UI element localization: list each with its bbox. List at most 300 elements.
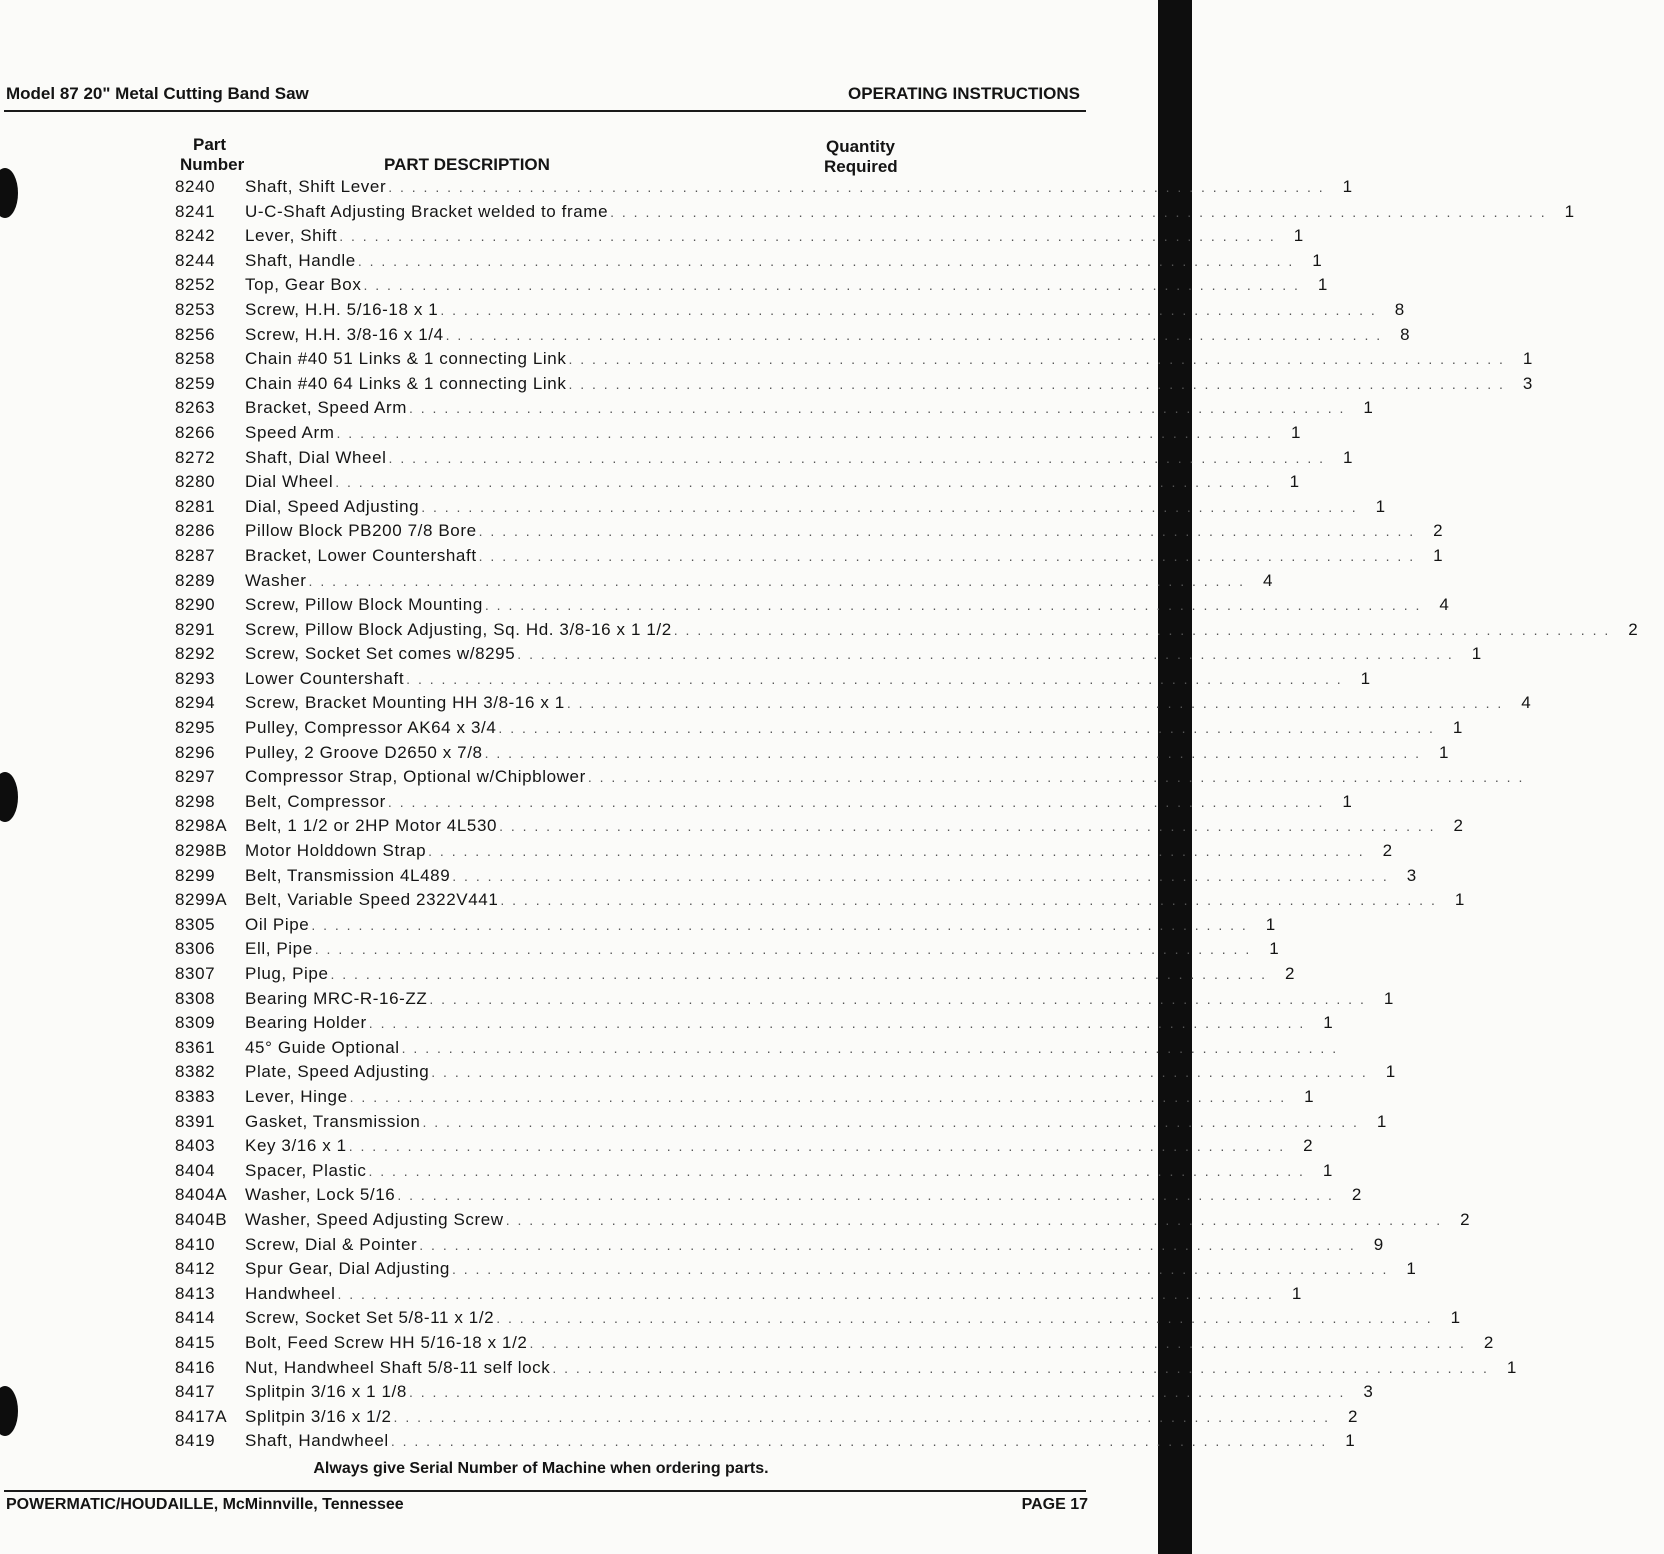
part-description: Handwheel [245, 1283, 336, 1303]
table-row [175, 939, 1280, 964]
part-description-cell [245, 1235, 1356, 1255]
table-row [175, 1357, 1517, 1383]
dot-leader: . . . . . . . . . . . . . . . . . . . . . . . . . . . . . . . . . . . . . . . . . . . . . . . . . . . . . . . . . . . . . . . . . . . . . . . . . . . . . . . . [499, 818, 1436, 835]
part-number: 8414 [175, 1308, 216, 1328]
part-number: 8244 [175, 250, 216, 270]
part-description: Bearing Holder [245, 1013, 367, 1033]
table-row [175, 718, 1463, 743]
part-quantity: 9 [1373, 1234, 1384, 1254]
table-row [175, 1136, 1314, 1161]
part-description: Belt, Compressor [245, 791, 386, 811]
part-description: Shaft, Handwheel [245, 1431, 389, 1451]
part-number: 8297 [175, 767, 216, 787]
part-quantity: 1 [1360, 668, 1371, 688]
punch-hole-icon [0, 772, 18, 822]
dot-leader: . . . . . . . . . . . . . . . . . . . . . . . . . . . . . . . . . . . . . . . . . . . . . . . . . . . . . . . . . . . . . . . . . . . . . . . . . . . . . . . . [368, 1162, 1305, 1179]
dot-leader: . . . . . . . . . . . . . . . . . . . . . . . . . . . . . . . . . . . . . . . . . . . . . . . . . . . . . . . . . . . . . . . . . . . . . . . . . . . . . . . . [388, 449, 1326, 466]
part-quantity: 1 [1317, 275, 1328, 295]
part-description: Shaft, Shift Lever [245, 177, 387, 196]
part-description: Washer [245, 570, 307, 590]
part-description-cell [245, 964, 1267, 984]
part-description-cell [245, 989, 1366, 1009]
table-row [175, 791, 1353, 817]
table-row [175, 1382, 1374, 1407]
part-number: 8287 [175, 545, 216, 565]
part-description-cell [245, 890, 1437, 910]
part-description-cell [245, 620, 1610, 640]
part-number: 8413 [175, 1283, 216, 1303]
part-description-cell [245, 1210, 1442, 1230]
part-number: 8404A [175, 1185, 228, 1205]
part-number: 8295 [175, 718, 216, 738]
part-quantity: 8 [1400, 324, 1411, 344]
part-description: Plug, Pipe [245, 964, 329, 983]
part-description-cell [245, 448, 1325, 468]
part-description-cell [245, 1358, 1489, 1378]
part-description: Dial Wheel [245, 472, 334, 492]
part-description-cell [245, 841, 1365, 861]
footer-company: POWERMATIC/HOUDAILLE, McMinnville, Tennessee [6, 1496, 404, 1513]
part-number: 8391 [175, 1111, 216, 1131]
dot-leader: . . . . . . . . . . . . . . . . . . . . . . . . . . . . . . . . . . . . . . . . . . . . . . . . . . . . . . . . . . . . . . . . . . . . . . . . . . . . . . . . [451, 1261, 1389, 1278]
part-number: 8403 [175, 1136, 216, 1156]
part-description-cell [245, 718, 1435, 738]
col-qty-line1: Quantity [826, 137, 895, 156]
part-number: 8382 [175, 1062, 216, 1082]
part-description: Bracket, Lower Countershaft [245, 545, 477, 565]
part-quantity: 1 [1363, 398, 1374, 418]
parts-list [175, 177, 1639, 1456]
part-description: Lever, Hinge [245, 1086, 348, 1106]
table-row [175, 1406, 1359, 1432]
part-quantity: 1 [1293, 226, 1304, 246]
part-description-cell [245, 1038, 1338, 1058]
part-description-cell [245, 374, 1505, 394]
part-description-cell [245, 521, 1415, 541]
part-number: 8259 [175, 373, 216, 393]
part-description: Screw, Dial & Pointer [245, 1234, 418, 1254]
dot-leader: . . . . . . . . . . . . . . . . . . . . . . . . . . . . . . . . . . . . . . . . . . . . . . . . . . . . . . . . . . . . . . . . . . . . . . . . . . . . . . . . [349, 1088, 1287, 1105]
part-number: 8291 [175, 619, 216, 639]
part-number: 8252 [175, 275, 216, 295]
table-row [175, 1234, 1384, 1260]
part-quantity: 1 [1322, 1160, 1333, 1180]
part-description-cell [245, 595, 1421, 615]
part-description: Ell, Pipe [245, 939, 313, 959]
part-quantity: 1 [1304, 1086, 1315, 1106]
part-description: Screw, Pillow Block Adjusting, Sq. Hd. 3/8-16 x 1 1/2 [245, 619, 672, 639]
table-row [175, 988, 1394, 1014]
part-number: 8286 [175, 521, 216, 541]
dot-leader: . . . . . . . . . . . . . . . . . . . . . . . . . . . . . . . . . . . . . . . . . . . . . . . . . . . . . . . . . . . . . . . . . . . . . . . . . . . . . . . . [566, 695, 1504, 712]
part-description-cell [245, 349, 1505, 369]
table-row [175, 226, 1304, 251]
part-description: Oil Pipe [245, 914, 310, 934]
part-number: 8383 [175, 1086, 216, 1106]
col-qty-line2: Required [824, 157, 898, 176]
part-description: 45° Guide Optional [245, 1037, 400, 1057]
col-part-line1: Part [193, 135, 227, 154]
part-quantity: 1 [1439, 742, 1450, 762]
part-number: 8299 [175, 865, 216, 885]
col-part-line2: Number [180, 155, 245, 174]
table-row [175, 668, 1371, 694]
dot-leader: . . . . . . . . . . . . . . . . . . . . . . . . . . . . . . . . . . . . . . . . . . . . . . . . . . . . . . . . . . . . . . . . . . . . . . . . . . . . . . . . [336, 424, 1273, 441]
part-description-cell [245, 275, 1300, 295]
part-number: 8298B [175, 841, 228, 861]
part-description: Washer, Lock 5/16 [245, 1185, 396, 1205]
table-row [175, 964, 1295, 989]
ordering-note: Always give Serial Number of Machine when ordering parts. [313, 1460, 769, 1477]
dot-leader: . . . . . . . . . . . . . . . . . . . . . . . . . . . . . . . . . . . . . . . . . . . . . . . . . . . . . . . . . . . . . . . . . . . . . . . . . . . . . . . . [431, 1064, 1368, 1081]
dot-leader: . . . . . . . . . . . . . . . . . . . . . . . . . . . . . . . . . . . . . . . . . . . . . . . . . . . . . . . . . . . . . . . . . . . . . . . . . . . . . . . . [337, 1285, 1274, 1302]
table-row [175, 1209, 1471, 1235]
table-row [175, 1160, 1333, 1186]
part-quantity: 1 [1289, 472, 1300, 492]
part-quantity: 1 [1385, 1062, 1396, 1082]
part-description: Shaft, Handle [245, 250, 356, 270]
table-row [175, 1062, 1396, 1087]
dot-leader: . . . . . . . . . . . . . . . . . . . . . . . . . . . . . . . . . . . . . . . . . . . . . . . . . . . . . . . . . . . . . . . . . . . . . . . . . . . . . . . . [390, 1433, 1328, 1450]
part-number: 8253 [175, 299, 216, 319]
part-quantity: 1 [1376, 1111, 1387, 1131]
part-number: 8290 [175, 595, 216, 615]
part-quantity: 1 [1342, 791, 1353, 811]
part-description-cell [245, 816, 1436, 836]
part-quantity: 1 [1342, 447, 1354, 467]
part-description-cell [245, 1161, 1305, 1181]
part-description-cell [245, 251, 1294, 271]
part-description-cell [245, 1382, 1345, 1402]
table-row [175, 201, 1575, 227]
table-row [175, 1283, 1302, 1309]
part-number: 8258 [175, 349, 216, 369]
dot-leader: . . . . . . . . . . . . . . . . . . . . . . . . . . . . . . . . . . . . . . . . . . . . . . . . . . . . . . . . . . . . . . . . . . . . . . . . . . . . . . . . [368, 1015, 1306, 1032]
dot-leader: . . . . . . . . . . . . . . . . . . . . . . . . . . . . . . . . . . . . . . . . . . . . . . . . . . . . . . . . . . . . . . . . . . . . . . . . . . . . . . . . [673, 621, 1611, 638]
part-quantity: 2 [1453, 816, 1464, 836]
part-number: 8272 [175, 447, 216, 467]
part-description: Top, Gear Box [245, 275, 362, 295]
part-number: 8294 [175, 693, 216, 713]
part-number: 8309 [175, 1013, 216, 1033]
part-quantity: 1 [1452, 718, 1463, 738]
part-number: 8256 [175, 324, 216, 344]
part-description-cell [245, 325, 1382, 345]
part-description-cell [245, 1087, 1286, 1107]
table-row [175, 1259, 1417, 1284]
part-description-cell [245, 939, 1251, 959]
table-row [175, 1037, 1339, 1063]
table-row [175, 570, 1274, 596]
dot-leader: . . . . . . . . . . . . . . . . . . . . . . . . . . . . . . . . . . . . . . . . . . . . . . . . . . . . . . . . . . . . . . . . . . . . . . . . . . . . . . . . [397, 1187, 1334, 1204]
part-number: 8240 [175, 177, 216, 196]
part-quantity: 1 [1323, 1013, 1334, 1033]
part-description-cell [245, 1407, 1330, 1427]
dot-leader: . . . . . . . . . . . . . . . . . . . . . . . . . . . . . . . . . . . . . . . . . . . . . . . . . . . . . . . . . . . . . . . . . . . . . . . . . . . . . . . . [500, 892, 1437, 909]
part-description: Splitpin 3/16 x 1/2 [245, 1406, 392, 1426]
dot-leader: . . . . . . . . . . . . . . . . . . . . . . . . . . . . . . . . . . . . . . . . . . . . . . . . . . . . . . . . . . . . . . . . . . . . . . . . . . . . . . . . [445, 326, 1383, 343]
table-row [175, 398, 1374, 423]
dot-leader: . . . . . . . . . . . . . . . . . . . . . . . . . . . . . . . . . . . . . . . . . . . . . . . . . . . . . . . . . . . . . . . . . . . . . . . . . . . . . . . . [330, 966, 1267, 982]
table-row [175, 447, 1354, 473]
footer-page-number: PAGE 17 [1021, 1496, 1088, 1513]
header-model-title: Model 87 20" Metal Cutting Band Saw [6, 84, 309, 103]
part-quantity: 4 [1521, 693, 1532, 713]
table-row [175, 177, 1353, 202]
part-quantity: 2 [1351, 1185, 1362, 1205]
dot-leader: . . . . . . . . . . . . . . . . . . . . . . . . . . . . . . . . . . . . . . . . . . . . . . . . . . . . . . . . . . . . . . . . . . . . . . . . . . . . . . . . [348, 1138, 1286, 1155]
part-quantity: 2 [1284, 964, 1295, 983]
part-description: Bracket, Speed Arm [245, 398, 407, 418]
part-quantity: 3 [1406, 865, 1417, 885]
table-row [175, 472, 1300, 497]
dot-leader: . . . . . . . . . . . . . . . . . . . . . . . . . . . . . . . . . . . . . . . . . . . . . . . . . . . . . . . . . . . . . . . . . . . . . . . . . . . . . . . . [478, 523, 1416, 540]
dot-leader: . . . . . . . . . . . . . . . . . . . . . . . . . . . . . . . . . . . . . . . . . . . . . . . . . . . . . . . . . . . . . . . . . . . . . . . . . . . . . . . . [452, 867, 1389, 884]
dot-leader: . . . . . . . . . . . . . . . . . . . . . . . . . . . . . . . . . . . . . . . . . . . . . . . . . . . . . . . . . . . . . . . . . . . . . . . . . . . . . . . . [478, 547, 1416, 564]
part-description-cell [245, 1284, 1274, 1304]
punch-hole-icon [0, 168, 18, 218]
part-description: Lower Countershaft [245, 668, 405, 688]
dot-leader: . . . . . . . . . . . . . . . . . . . . . . . . . . . . . . . . . . . . . . . . . . . . . . . . . . . . . . . . . . . . . . . . . . . . . . . . . . . . . . . . [517, 646, 1454, 663]
part-quantity: 2 [1483, 1332, 1494, 1352]
dot-leader: . . . . . . . . . . . . . . . . . . . . . . . . . . . . . . . . . . . . . . . . . . . . . . . . . . . . . . . . . . . . . . . . . . . . . . . . . . . . . . . . [428, 843, 1365, 860]
header-section-title: OPERATING INSTRUCTIONS [847, 84, 1080, 103]
punch-hole-icon [0, 1386, 18, 1436]
part-description: Bearing MRC-R-16-ZZ [245, 988, 428, 1008]
dot-leader: . . . . . . . . . . . . . . . . . . . . . . . . . . . . . . . . . . . . . . . . . . . . . . . . . . . . . . . . . . . . . . . . . . . . . . . . . . . . . . . . [505, 1211, 1443, 1228]
part-description: Belt, Variable Speed 2322V441 [245, 890, 499, 910]
dot-leader: . . . . . . . . . . . . . . . . . . . . . . . . . . . . . . . . . . . . . . . . . . . . . . . . . . . . . . . . . . . . . . . . . . . . . . . . . . . . . . . . [406, 670, 1343, 687]
part-number: 8292 [175, 644, 216, 664]
part-description: Washer, Speed Adjusting Screw [245, 1209, 504, 1229]
part-description: Motor Holddown Strap [245, 841, 427, 861]
part-quantity: 2 [1303, 1136, 1314, 1156]
dot-leader: . . . . . . . . . . . . . . . . . . . . . . . . . . . . . . . . . . . . . . . . . . . . . . . . . . . . . . . . . . . . . . . . . . . . . . . . . . . . . . . . [335, 474, 1272, 491]
part-number: 8289 [175, 570, 216, 590]
part-quantity: 2 [1347, 1406, 1359, 1426]
table-row [175, 349, 1533, 374]
dot-leader: . . . . . . . . . . . . . . . . . . . . . . . . . . . . . . . . . . . . . . . . . . . . . . . . . . . . . . . . . . . . . . . . . . . . . . . . . . . . . . . . [314, 941, 1252, 958]
dot-leader: . . . . . . . . . . . . . . . . . . . . . . . . . . . . . . . . . . . . . . . . . . . . . . . . . . . . . . . . . . . . . . . . . . . . . . . . . . . . . . . . [529, 1334, 1466, 1351]
table-row [175, 521, 1444, 546]
dot-leader: . . . . . . . . . . . . . . . . . . . . . . . . . . . . . . . . . . . . . . . . . . . . . . . . . . . . . . . . . . . . . . . . . . . . . . . . . . . . . . . . [401, 1039, 1339, 1056]
table-row [175, 1332, 1494, 1358]
part-quantity: 1 [1291, 1283, 1302, 1303]
part-quantity: 1 [1312, 250, 1323, 270]
part-description-cell [245, 226, 1276, 246]
dot-leader: . . . . . . . . . . . . . . . . . . . . . . . . . . . . . . . . . . . . . . . . . . . . . . . . . . . . . . . . . . . . . . . . . . . . . . . . . . . . . . . . [408, 1384, 1346, 1401]
part-quantity: 1 [1450, 1308, 1461, 1328]
part-number: 8361 [175, 1037, 216, 1057]
part-description: Key 3/16 x 1 [245, 1136, 347, 1156]
part-quantity: 2 [1433, 521, 1444, 541]
table-row [175, 693, 1532, 718]
part-description-cell [245, 398, 1345, 418]
part-quantity: 4 [1439, 595, 1450, 615]
dot-leader: . . . . . . . . . . . . . . . . . . . . . . . . . . . . . . . . . . . . . . . . . . . . . . . . . . . . . . . . . . . . . . . . . . . . . . . . . . . . . . . . [393, 1408, 1331, 1425]
table-row [175, 373, 1533, 399]
part-description: Belt, Transmission 4L489 [245, 865, 451, 885]
part-quantity: 4 [1262, 570, 1274, 590]
dot-leader: . . . . . . . . . . . . . . . . . . . . . . . . . . . . . . . . . . . . . . . . . . . . . . . . . . . . . . . . . . . . . . . . . . . . . . . . . . . . . . . . [429, 990, 1366, 1007]
dot-leader: . . . . . . . . . . . . . . . . . . . . . . . . . . . . . . . . . . . . . . . . . . . . . . . . . . . . . . . . . . . . . . . . . . . . . . . . . . . . . . . . [311, 916, 1248, 933]
part-quantity: 1 [1564, 201, 1575, 221]
dot-leader: . . . . . . . . . . . . . . . . . . . . . . . . . . . . . . . . . . . . . . . . . . . . . . . . . . . . . . . . . . . . . . . . . . . . . . . . . . . . . . . . [552, 1359, 1489, 1376]
part-description: Plate, Speed Adjusting [245, 1062, 430, 1082]
part-description: Screw, H.H. 3/8-16 x 1/4 [245, 324, 444, 344]
part-description: Bolt, Feed Screw HH 5/16-18 x 1/2 [245, 1332, 528, 1352]
part-number: 8281 [175, 496, 216, 516]
part-description: Screw, Pillow Block Mounting [245, 595, 483, 615]
col-description: PART DESCRIPTION [384, 155, 550, 174]
table-row [175, 1431, 1356, 1456]
part-description-cell [245, 546, 1415, 566]
table-row [175, 619, 1639, 645]
part-number: 8410 [175, 1234, 216, 1254]
table-row [175, 742, 1450, 768]
table-row [175, 324, 1411, 350]
dot-leader: . . . . . . . . . . . . . . . . . . . . . . . . . . . . . . . . . . . . . . . . . . . . . . . . . . . . . . . . . . . . . . . . . . . . . . . . . . . . . . . . [422, 1113, 1359, 1130]
dot-leader: . . . . . . . . . . . . . . . . . . . . . . . . . . . . . . . . . . . . . . . . . . . . . . . . . . . . . . . . . . . . . . . . . . . . . . . . . . . . . . . . [339, 228, 1276, 245]
part-description-cell [245, 1431, 1327, 1451]
table-row [175, 299, 1405, 325]
part-quantity: 1 [1383, 988, 1394, 1008]
part-number: 8404B [175, 1209, 228, 1229]
part-quantity: 1 [1265, 914, 1276, 934]
dot-leader: . . . . . . . . . . . . . . . . . . . . . . . . . . . . . . . . . . . . . . . . . . . . . . . . . . . . . . . . . . . . . . . . . . . . . . . . . . . . . . . . [308, 572, 1246, 589]
table-row [175, 1013, 1334, 1038]
part-description-cell [245, 866, 1389, 886]
part-description-cell [245, 423, 1273, 443]
dot-leader: . . . . . . . . . . . . . . . . . . . . . . . . . . . . . . . . . . . . . . . . . . . . . . . . . . . . . . . . . . . . . . . . . . . . . . . . . . . . . . . . [363, 277, 1300, 294]
part-description: Nut, Handwheel Shaft 5/8-11 self lock [245, 1357, 551, 1377]
part-description-cell [245, 767, 1524, 787]
dot-leader: . . . . . . . . . . . . . . . . . . . . . . . . . . . . . . . . . . . . . . . . . . . . . . . . . . . . . . . . . . . . . . . . . . . . . . . . . . . . . . . . [419, 1236, 1356, 1253]
part-description-cell [245, 497, 1358, 517]
part-description-cell [245, 1308, 1433, 1328]
table-row [175, 890, 1465, 915]
part-number: 8241 [175, 201, 216, 221]
table-row [175, 595, 1450, 620]
part-description: Screw, H.H. 5/16-18 x 1 [245, 299, 439, 319]
table-row [175, 275, 1328, 300]
part-description: U-C-Shaft Adjusting Bracket welded to frame [245, 201, 609, 221]
part-number: 8415 [175, 1332, 216, 1352]
part-description: Lever, Shift [245, 226, 338, 246]
dot-leader: . . . . . . . . . . . . . . . . . . . . . . . . . . . . . . . . . . . . . . . . . . . . . . . . . . . . . . . . . . . . . . . . . . . . . . . . . . . . . . . . [496, 1310, 1433, 1327]
part-description-cell [245, 644, 1454, 664]
part-quantity: 8 [1394, 299, 1405, 319]
table-row [175, 767, 1525, 792]
table-row [175, 1111, 1387, 1137]
part-description-cell [245, 1185, 1334, 1205]
dot-leader: . . . . . . . . . . . . . . . . . . . . . . . . . . . . . . . . . . . . . . . . . . . . . . . . . . . . . . . . . . . . . . . . . . . . . . . . . . . . . . . . [484, 597, 1422, 614]
part-quantity: 3 [1522, 373, 1533, 393]
part-number: 8306 [175, 939, 216, 959]
table-row [175, 841, 1393, 866]
dot-leader: . . . . . . . . . . . . . . . . . . . . . . . . . . . . . . . . . . . . . . . . . . . . . . . . . . . . . . . . . . . . . . . . . . . . . . . . . . . . . . . . [498, 720, 1435, 737]
part-number: 8298 [175, 791, 216, 811]
table-row [175, 545, 1444, 571]
table-row [175, 1086, 1315, 1112]
table-row [175, 644, 1482, 669]
dot-leader: . . . . . . . . . . . . . . . . . . . . . . . . . . . . . . . . . . . . . . . . . . . . . . . . . . . . . . . . . . . . . . . . . . . . . . . . . . . . . . . . [568, 351, 1505, 368]
part-quantity: 1 [1454, 890, 1465, 910]
part-description-cell [245, 300, 1377, 320]
part-description: Speed Arm [245, 422, 335, 442]
part-quantity: 1 [1506, 1357, 1517, 1377]
part-number: 8296 [175, 742, 216, 762]
part-description-cell [245, 915, 1248, 935]
part-description: Spur Gear, Dial Adjusting [245, 1259, 450, 1279]
part-description: Gasket, Transmission [245, 1111, 421, 1131]
part-quantity: 2 [1460, 1209, 1471, 1229]
part-description: Chain #40 51 Links & 1 connecting Link [245, 349, 567, 369]
part-number: 8305 [175, 914, 216, 934]
part-number: 8308 [175, 988, 216, 1008]
dot-leader: . . . . . . . . . . . . . . . . . . . . . . . . . . . . . . . . . . . . . . . . . . . . . . . . . . . . . . . . . . . . . . . . . . . . . . . . . . . . . . . . [440, 301, 1377, 318]
part-description: Dial, Speed Adjusting [245, 496, 420, 516]
dot-leader: . . . . . . . . . . . . . . . . . . . . . . . . . . . . . . . . . . . . . . . . . . . . . . . . . . . . . . . . . . . . . . . . . . . . . . . . . . . . . . . . [357, 252, 1295, 269]
part-description-cell [245, 472, 1272, 492]
dot-leader: . . . . . . . . . . . . . . . . . . . . . . . . . . . . . . . . . . . . . . . . . . . . . . . . . . . . . . . . . . . . . . . . . . . . . . . . . . . . . . . . [387, 793, 1325, 810]
part-description-cell [245, 669, 1343, 689]
table-row [175, 250, 1323, 276]
dot-leader: . . . . . . . . . . . . . . . . . . . . . . . . . . . . . . . . . . . . . . . . . . . . . . . . . . . . . . . . . . . . . . . . . . . . . . . . . . . . . . . . [421, 498, 1358, 515]
part-quantity: 1 [1522, 349, 1533, 369]
part-description: Screw, Bracket Mounting HH 3/8-16 x 1 [245, 693, 565, 713]
part-number: 8299A [175, 890, 228, 910]
header-rule [4, 110, 1086, 112]
part-description-cell [245, 693, 1503, 713]
part-quantity: 1 [1471, 644, 1482, 664]
dot-leader: . . . . . . . . . . . . . . . . . . . . . . . . . . . . . . . . . . . . . . . . . . . . . . . . . . . . . . . . . . . . . . . . . . . . . . . . . . . . . . . . [408, 400, 1346, 417]
part-quantity: 3 [1363, 1382, 1374, 1402]
part-description: Belt, 1 1/2 or 2HP Motor 4L530 [245, 816, 498, 836]
part-description: Compressor Strap, Optional w/Chipblower [245, 767, 586, 787]
part-quantity: 1 [1269, 939, 1280, 959]
table-row [175, 1308, 1461, 1333]
part-number: 8412 [175, 1259, 216, 1279]
dot-leader: . . . . . . . . . . . . . . . . . . . . . . . . . . . . . . . . . . . . . . . . . . . . . . . . . . . . . . . . . . . . . . . . . . . . . . . . . . . . . . . . [587, 769, 1525, 786]
part-number: 8417A [175, 1406, 228, 1426]
part-number: 8404 [175, 1160, 216, 1180]
part-description: Screw, Socket Set comes w/8295 [245, 644, 516, 664]
part-description-cell [245, 177, 1325, 197]
part-quantity: 1 [1345, 1431, 1356, 1451]
part-description: Splitpin 3/16 x 1 1/8 [245, 1382, 407, 1402]
part-quantity: 1 [1406, 1259, 1417, 1279]
dot-leader: . . . . . . . . . . . . . . . . . . . . . . . . . . . . . . . . . . . . . . . . . . . . . . . . . . . . . . . . . . . . . . . . . . . . . . . . . . . . . . . . [610, 203, 1547, 220]
part-description-cell [245, 1013, 1305, 1033]
part-description: Pulley, Compressor AK64 x 3/4 [245, 718, 497, 738]
part-description: Chain #40 64 Links & 1 connecting Link [245, 373, 567, 393]
part-number: 8266 [175, 422, 216, 442]
dot-leader: . . . . . . . . . . . . . . . . . . . . . . . . . . . . . . . . . . . . . . . . . . . . . . . . . . . . . . . . . . . . . . . . . . . . . . . . . . . . . . . . [388, 179, 1325, 195]
dot-leader: . . . . . . . . . . . . . . . . . . . . . . . . . . . . . . . . . . . . . . . . . . . . . . . . . . . . . . . . . . . . . . . . . . . . . . . . . . . . . . . . [568, 375, 1505, 392]
part-description-cell [245, 1112, 1359, 1132]
part-number: 8416 [175, 1357, 216, 1377]
part-description: Shaft, Dial Wheel [245, 447, 387, 467]
page-header [6, 82, 1084, 108]
part-description-cell [245, 1333, 1466, 1353]
part-number: 8419 [175, 1431, 216, 1451]
table-row [175, 422, 1302, 448]
part-number: 8293 [175, 668, 216, 688]
part-number: 8242 [175, 226, 216, 246]
part-number: 8280 [175, 472, 216, 492]
dot-leader: . . . . . . . . . . . . . . . . . . . . . . . . . . . . . . . . . . . . . . . . . . . . . . . . . . . . . . . . . . . . . . . . . . . . . . . . . . . . . . . . [484, 744, 1422, 761]
